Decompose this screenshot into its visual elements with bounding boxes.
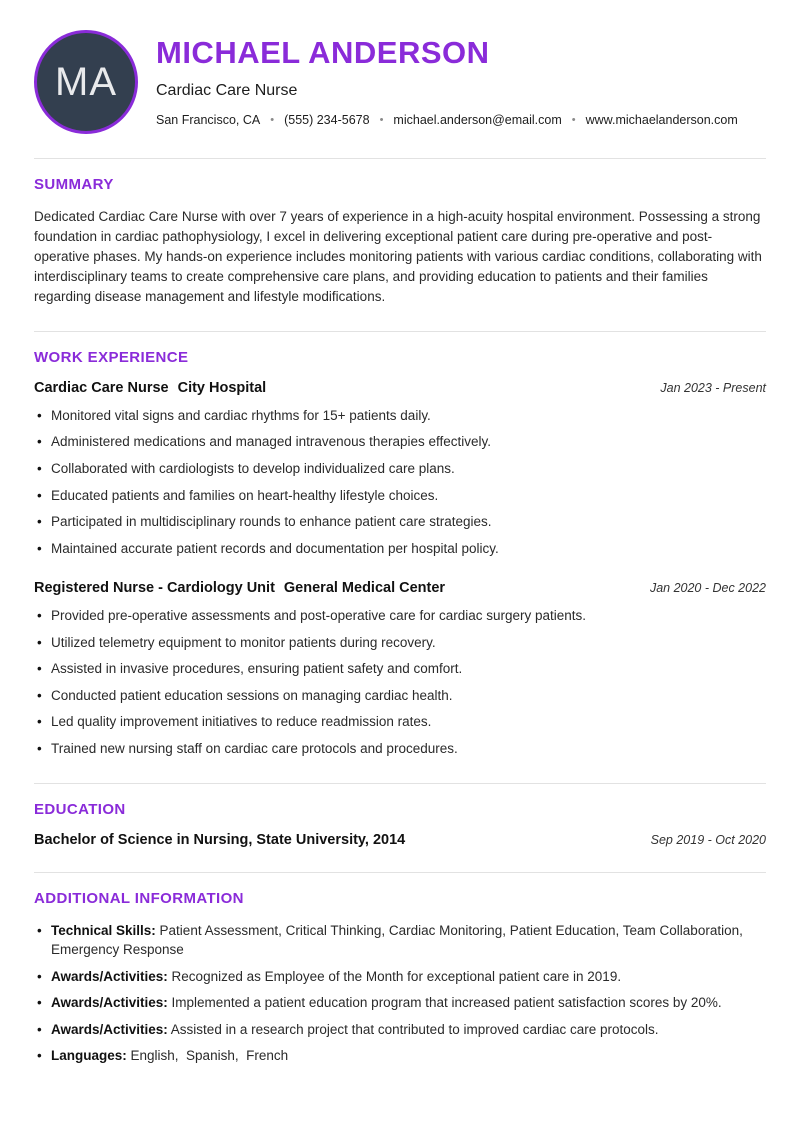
contact-phone: (555) 234-5678 — [284, 113, 370, 128]
additional-item — [34, 1046, 766, 1066]
education-degree: Bachelor of Science in Nursing, State University, 2014 — [34, 831, 406, 848]
additional-item-text: English, Spanish, French — [126, 1048, 289, 1064]
job-bullet: • Utilized telemetry equipment to monitor patients during recovery. — [34, 633, 766, 653]
section-additional-information — [34, 872, 766, 1066]
job-company: City Hospital — [177, 379, 267, 396]
contact-row — [156, 113, 738, 127]
additional-item-label: Technical Skills: — [51, 922, 156, 938]
contact-website: www.michaelanderson.com — [585, 113, 738, 128]
contact-email: michael.anderson@email.com — [393, 113, 562, 128]
section-education — [34, 783, 766, 848]
summary-heading: SUMMARY — [34, 176, 114, 193]
job-entry-header — [34, 380, 766, 396]
additional-item-label: Awards/Activities: — [51, 1021, 168, 1037]
job-bullet: • Conducted patient education sessions on managing cardiac health. — [34, 686, 766, 706]
job-title: Cardiac Care Nurse — [34, 379, 169, 396]
job-bullet: • Participated in multidisciplinary rounds to enhance patient care strategies. — [34, 512, 766, 532]
job-title: Registered Nurse - Cardiology Unit — [34, 580, 275, 597]
additional-item — [34, 993, 766, 1013]
job-bullet: • Led quality improvement initiatives to reduce readmission rates. — [34, 712, 766, 732]
additional-item-label: Awards/Activities: — [51, 995, 168, 1011]
job-entry — [34, 380, 766, 558]
additional-item-text: Patient Assessment, Critical Thinking, Cardiac Monitoring, Patient Education, Team Collaboration, Emergency Response — [51, 922, 743, 958]
job-bullet: • Monitored vital signs and cardiac rhythms for 15+ patients daily. — [34, 406, 766, 426]
work-heading: WORK EXPERIENCE — [34, 348, 189, 366]
contact-location: San Francisco, CA — [156, 113, 261, 128]
education-entry — [34, 832, 766, 848]
avatar — [34, 30, 138, 134]
job-bullet: • Trained new nursing staff on cardiac care protocols and procedures. — [34, 739, 766, 759]
job-bullet: • Assisted in invasive procedures, ensuring patient safety and comfort. — [34, 659, 766, 679]
additional-item-label: Languages: — [51, 1048, 127, 1064]
additional-item — [34, 967, 766, 987]
contact-separator: • — [571, 114, 576, 127]
resume-header — [34, 28, 766, 134]
contact-separator: • — [270, 114, 275, 127]
job-dates: Jan 2023 - Present — [660, 380, 766, 395]
section-work-experience — [34, 331, 766, 759]
header-text — [156, 28, 738, 127]
additional-item-label: Awards/Activities: — [51, 968, 168, 984]
job-bullet-list — [34, 406, 766, 558]
job-entry — [34, 580, 766, 758]
page-title: MICHAEL ANDERSON — [156, 35, 490, 70]
additional-item-text: Recognized as Employee of the Month for exceptional patient care in 2019. — [167, 968, 622, 984]
summary-text: Dedicated Cardiac Care Nurse with over 7 years of experience in a high-acuity hospital environment. Possessing a strong foundation in cardiac pathophysiology, I excel in delivering exceptional patient care during pre-operative and post-operative phases. My hands-on experience includes monitoring patients with various cardiac conditions, collaborating with interdisciplinary teams to create comprehensive care plans, and providing education to patients and their families regarding disease management and lifestyle modifications. — [34, 209, 762, 304]
job-bullet: • Educated patients and families on heart-healthy lifestyle choices. — [34, 486, 766, 506]
job-bullet: • Provided pre-operative assessments and post-operative care for cardiac surgery patients. — [34, 606, 766, 626]
job-headline: Cardiac Care Nurse — [156, 82, 298, 100]
job-bullet-list — [34, 606, 766, 758]
job-title-line — [34, 580, 445, 596]
additional-heading: ADDITIONAL INFORMATION — [34, 889, 244, 907]
contact-separator: • — [379, 114, 384, 127]
job-title-line — [34, 380, 266, 396]
section-summary — [34, 158, 766, 307]
additional-item-text: Assisted in a research project that contributed to improved cardiac care protocols. — [167, 1021, 659, 1037]
education-heading: EDUCATION — [34, 800, 126, 818]
additional-item-text: Implemented a patient education program that increased patient satisfaction scores by 20%. — [167, 995, 722, 1011]
job-bullet: • Collaborated with cardiologists to develop individualized care plans. — [34, 459, 766, 479]
education-dates: Sep 2019 - Oct 2020 — [650, 832, 766, 847]
job-entry-header — [34, 580, 766, 596]
avatar-initials: MA — [55, 59, 117, 104]
job-bullet: • Administered medications and managed intravenous therapies effectively. — [34, 432, 766, 452]
job-bullet: • Maintained accurate patient records and documentation per hospital policy. — [34, 539, 766, 559]
additional-item — [34, 1020, 766, 1040]
job-company: General Medical Center — [283, 580, 446, 597]
additional-item — [34, 921, 766, 960]
additional-list — [34, 921, 766, 1066]
job-dates: Jan 2020 - Dec 2022 — [649, 581, 766, 596]
